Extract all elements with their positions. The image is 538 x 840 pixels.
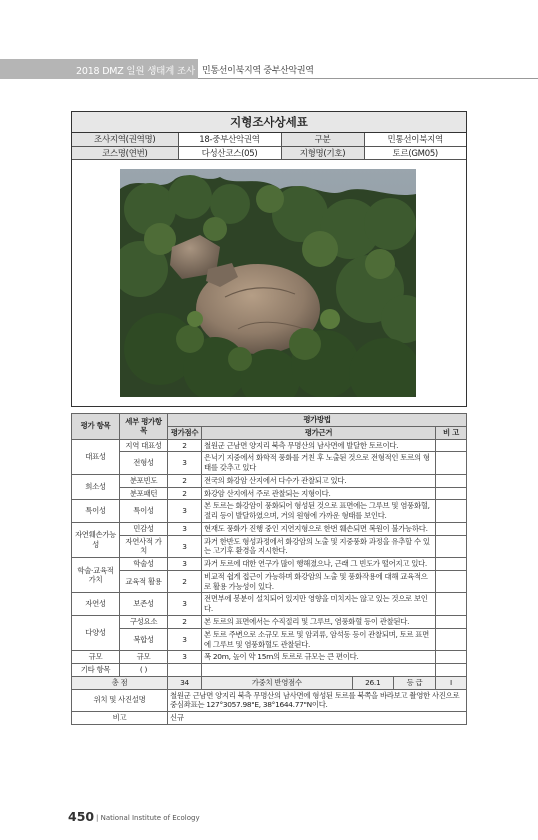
weighted-label: 가중치 반영점수 xyxy=(202,677,352,689)
table-row xyxy=(72,487,467,500)
table-row xyxy=(72,651,467,664)
score: 3 xyxy=(168,500,202,523)
basis: 본 토르는 화강암이 풍화되어 형성된 것으로 표면에는 그루브 및 염풍화혈, 절리 등이 발달하였으며, 거의 원형에 가까운 형태를 보인다. xyxy=(202,500,436,523)
header-score: 평가점수 xyxy=(168,426,202,439)
group-label: 자연성 xyxy=(72,593,120,616)
basis: 전면부에 봉분이 설치되어 있지만 영향을 미치지는 않고 있는 것으로 보인다. xyxy=(202,593,436,616)
score: 2 xyxy=(168,487,202,500)
note xyxy=(436,651,467,664)
table-row xyxy=(72,593,467,616)
total-label: 총 점 xyxy=(72,676,168,689)
info-value: 토르(GM05) xyxy=(364,146,466,159)
evaluation-table xyxy=(71,413,467,725)
basis: 철원군 근남면 양지리 북측 무명산의 남사면에 발달한 토르이다. xyxy=(202,439,436,452)
remark-text: 신규 xyxy=(168,712,467,725)
basis: 전국의 화강암 산지에서 다수가 관찰되고 있다. xyxy=(202,474,436,487)
group-label: 학술·교육적 가치 xyxy=(72,558,120,593)
note xyxy=(436,522,467,535)
other-value: ( ) xyxy=(120,664,168,677)
header-method: 평가방법 xyxy=(168,414,467,427)
sub-item: 복합성 xyxy=(120,628,168,651)
basis: 현재도 풍화가 진행 중인 지연지형으로 한번 훼손되면 복원이 불가능하다. xyxy=(202,522,436,535)
score: 3 xyxy=(168,651,202,664)
score: 3 xyxy=(168,452,202,475)
weighted-score: 26.1 xyxy=(352,677,394,689)
note xyxy=(436,439,467,452)
sub-item: 전형성 xyxy=(120,452,168,475)
note xyxy=(436,616,467,629)
basis: 폭 20m, 높이 약 15m의 토르로 규모는 큰 편이다. xyxy=(202,651,436,664)
info-label: 코스명(연번) xyxy=(72,146,178,159)
basis: 화강암 산지에서 주로 관찰되는 지형이다. xyxy=(202,487,436,500)
sub-item: 지역 대표성 xyxy=(120,439,168,452)
table-row xyxy=(72,628,467,651)
sub-item: 민감성 xyxy=(120,522,168,535)
basis: 과거 한반도 형성과정에서 화강암의 노출 및 지중풍화 과정을 유추할 수 있는 고기후 환경을 지시한다. xyxy=(202,535,436,558)
table-row xyxy=(72,452,467,475)
footer-publisher: | National Institute of Ecology xyxy=(96,814,200,822)
eval-header-row xyxy=(72,414,467,427)
info-label: 조사지역(권역명) xyxy=(72,133,178,146)
header-basis: 평가근거 xyxy=(202,426,436,439)
header-divider xyxy=(198,78,538,79)
page-number: 450 xyxy=(68,809,95,824)
score: 2 xyxy=(168,616,202,629)
tor-photo-image xyxy=(120,169,416,397)
info-row xyxy=(72,146,466,159)
basis: 본 토르의 표면에서는 수직절리 및 그루브, 염풍화혈 등이 관찰된다. xyxy=(202,616,436,629)
basis xyxy=(202,664,436,677)
table-row xyxy=(72,474,467,487)
sub-item: 교육적 활용 xyxy=(120,570,168,593)
header-section: 2018 DMZ 일원 생태계 조사 xyxy=(76,66,195,77)
location-row xyxy=(72,689,467,712)
summary-row xyxy=(72,676,467,689)
table-row xyxy=(72,439,467,452)
group-label: 기타 항목 xyxy=(72,664,120,677)
remark-row xyxy=(72,712,467,725)
summary-inner xyxy=(202,677,435,689)
score xyxy=(168,664,202,677)
table-row xyxy=(72,616,467,629)
basis: 비교적 쉽게 접근이 가능하며 화강암의 노출 및 풍화작용에 대해 교육적으로 활용 가능성이 있다. xyxy=(202,570,436,593)
location-label: 위치 및 사진설명 xyxy=(72,689,168,712)
score: 3 xyxy=(168,522,202,535)
note xyxy=(436,500,467,523)
info-label: 구분 xyxy=(281,133,364,146)
terrain-form xyxy=(71,111,467,407)
note xyxy=(436,664,467,677)
group-label: 특이성 xyxy=(72,500,120,523)
summary-cell xyxy=(202,676,436,689)
location-text: 철원군 근남면 양지리 북측 무명산의 남사면에 형성된 토르를 북쪽을 바라보고 촬영한 사진으로 중심좌표는 127°3057.98"E, 38°1644.77"N이다. xyxy=(168,689,467,712)
basis: 본 토르 주변으로 소규모 토르 및 암괴류, 암석동 등이 관찰되며, 토르 표면에 그루브 및 염풍화혈도 관찰된다. xyxy=(202,628,436,651)
header-subsection: 민통선이북지역 중부산악권역 xyxy=(202,66,314,76)
group-label: 규모 xyxy=(72,651,120,664)
note xyxy=(436,474,467,487)
note xyxy=(436,558,467,571)
note xyxy=(436,535,467,558)
note xyxy=(436,570,467,593)
sub-item: 자연사적 가치 xyxy=(120,535,168,558)
table-row xyxy=(72,570,467,593)
table-row xyxy=(72,522,467,535)
grade-value: I xyxy=(436,676,467,689)
note xyxy=(436,593,467,616)
score: 3 xyxy=(168,535,202,558)
publisher-name: National Institute of Ecology xyxy=(100,814,200,822)
form-title: 지형조사상세표 xyxy=(72,112,466,133)
note xyxy=(436,452,467,475)
sub-item: 분포빈도 xyxy=(120,474,168,487)
table-row xyxy=(72,500,467,523)
score: 2 xyxy=(168,439,202,452)
sub-item: 학술성 xyxy=(120,558,168,571)
score: 3 xyxy=(168,628,202,651)
group-label: 다양성 xyxy=(72,616,120,651)
header-sub: 세부 평가항목 xyxy=(120,414,168,440)
header-item: 평가 항목 xyxy=(72,414,120,440)
info-value: 18-중부산악권역 xyxy=(178,133,281,146)
sub-item: 구성요소 xyxy=(120,616,168,629)
sub-item: 보존성 xyxy=(120,593,168,616)
form-info-table xyxy=(72,133,466,160)
note xyxy=(436,487,467,500)
group-label: 희소성 xyxy=(72,474,120,500)
total-score: 34 xyxy=(168,676,202,689)
note xyxy=(436,628,467,651)
grade-label: 등 급 xyxy=(394,677,435,689)
table-row xyxy=(72,664,467,677)
score: 2 xyxy=(168,570,202,593)
info-label: 지형명(기호) xyxy=(281,146,364,159)
info-row xyxy=(72,133,466,146)
info-value: 다성산코스(05) xyxy=(178,146,281,159)
group-label: 자연훼손가능성 xyxy=(72,522,120,557)
group-label: 대표성 xyxy=(72,439,120,474)
score: 3 xyxy=(168,558,202,571)
sub-item: 특이성 xyxy=(120,500,168,523)
sub-item: 분포패턴 xyxy=(120,487,168,500)
sub-item: 규모 xyxy=(120,651,168,664)
basis: 은닉기 지중에서 화학적 풍화를 거친 후 노출된 것으로 전형적인 토르의 형태를 갖추고 있다 xyxy=(202,452,436,475)
score: 2 xyxy=(168,474,202,487)
table-row xyxy=(72,535,467,558)
info-value: 민통선이북지역 xyxy=(364,133,466,146)
header-note: 비 고 xyxy=(436,426,467,439)
score: 3 xyxy=(168,593,202,616)
basis: 과거 토르에 대한 연구가 많이 행해졌으나, 근래 그 빈도가 떨어지고 있다. xyxy=(202,558,436,571)
tor-photo xyxy=(120,169,416,397)
table-row xyxy=(72,558,467,571)
remark-label: 비고 xyxy=(72,712,168,725)
